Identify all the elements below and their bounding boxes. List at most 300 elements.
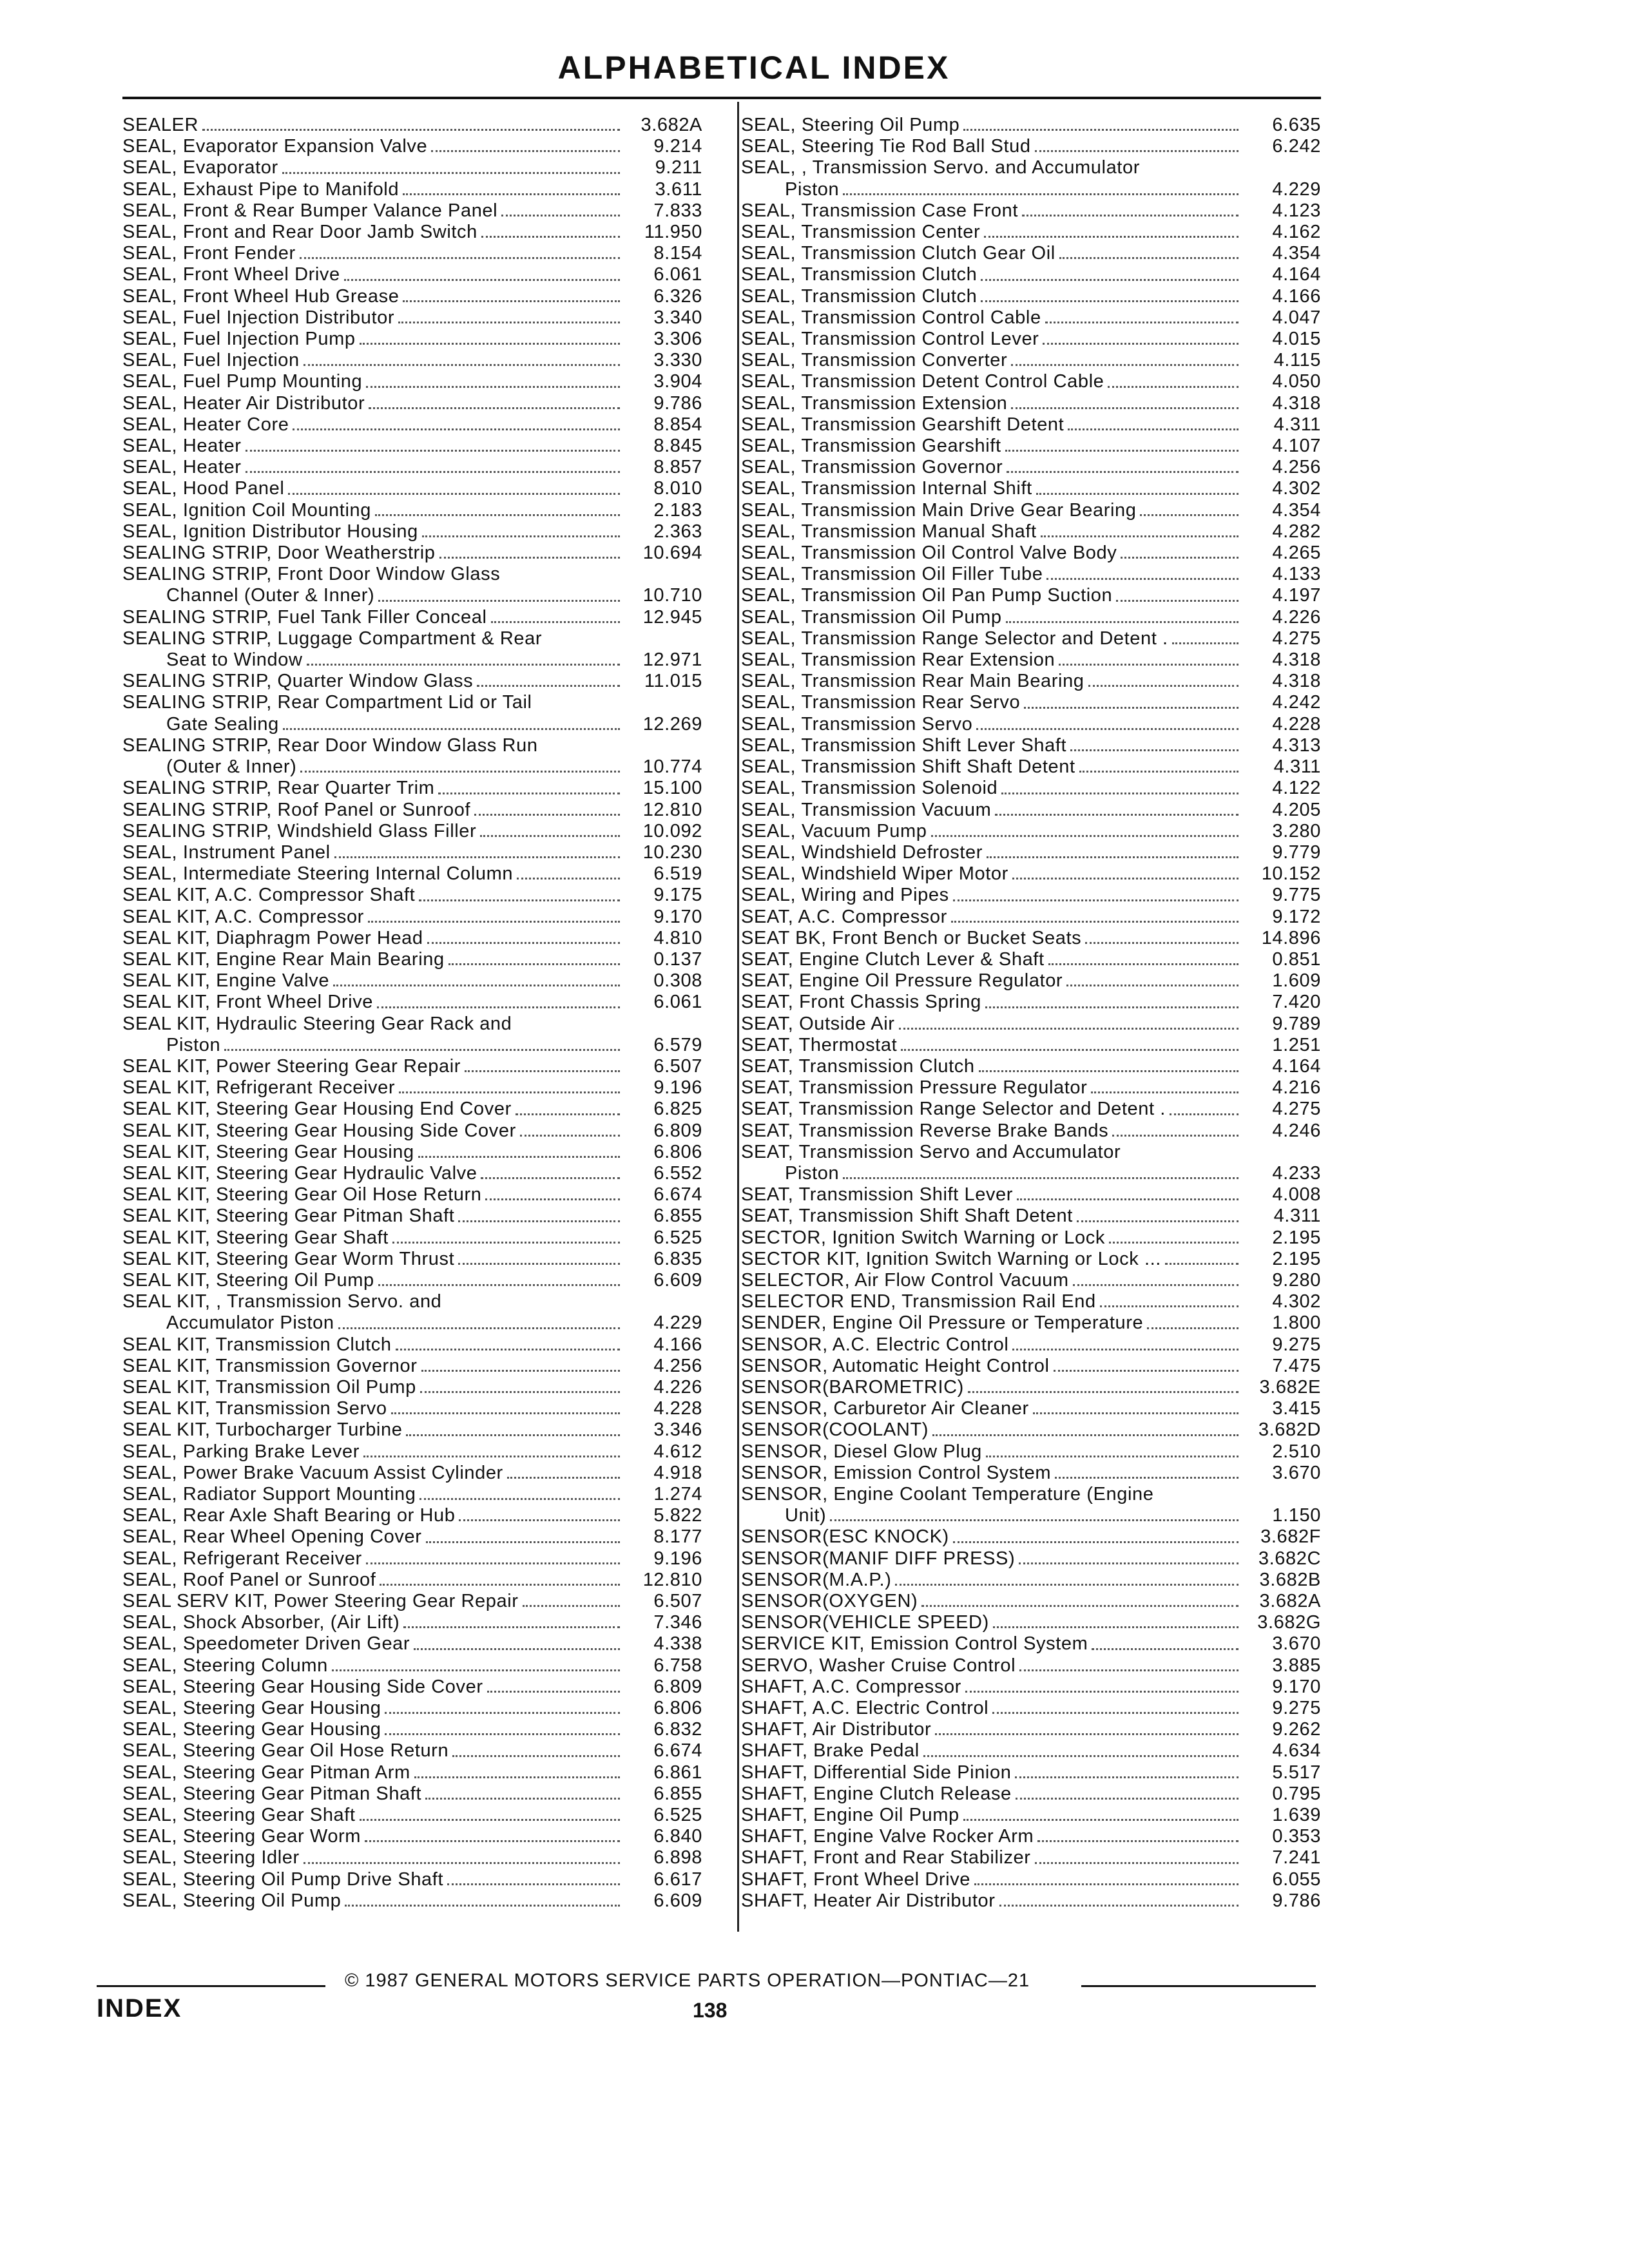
- index-entry-label: SEAL KIT, Steering Gear Oil Hose Return: [122, 1184, 482, 1206]
- index-entry-reference: 0.137: [653, 948, 702, 970]
- dot-leader: [979, 1070, 1239, 1072]
- index-entry: [741, 1826, 1321, 1847]
- index-entry-label: SEAL KIT, Refrigerant Receiver: [122, 1077, 396, 1099]
- index-entry-reference: 4.275: [1272, 1099, 1321, 1120]
- dot-leader: [360, 343, 620, 345]
- index-entry: [122, 1077, 702, 1099]
- index-entry: [741, 1570, 1321, 1591]
- index-entry-reference: 6.507: [653, 1055, 702, 1077]
- dot-leader: [843, 193, 1239, 195]
- index-entry-label: SHAFT, Engine Oil Pump: [741, 1805, 959, 1826]
- index-entry-reference: 3.670: [1272, 1633, 1321, 1655]
- index-entry-reference: 4.133: [1272, 564, 1321, 585]
- index-entry-reference: 4.197: [1272, 585, 1321, 606]
- index-entry-reference: 4.302: [1272, 478, 1321, 499]
- dot-leader: [963, 129, 1239, 131]
- index-entry-reference: 4.634: [1272, 1740, 1321, 1762]
- index-entry-label: SEAL, Windshield Wiper Motor: [741, 863, 1008, 885]
- index-entry-label: SEAL, Refrigerant Receiver: [122, 1548, 362, 1569]
- dot-leader: [830, 1519, 1239, 1521]
- dot-leader: [431, 150, 620, 152]
- index-entry: [122, 264, 702, 285]
- index-entry: [741, 607, 1321, 628]
- dot-leader: [426, 1541, 621, 1543]
- index-entry-reference: 4.282: [1272, 521, 1321, 542]
- dot-leader: [1015, 1776, 1239, 1778]
- index-entry: [741, 949, 1321, 970]
- index-entry-label: SEAL KIT, Front Wheel Drive: [122, 992, 374, 1013]
- index-entry: [741, 1612, 1321, 1633]
- index-entry-label: SEALING STRIP, Windshield Glass Filler: [122, 820, 477, 841]
- index-entry-label: SEAL, Ignition Coil Mounting: [122, 499, 371, 521]
- index-entry: [741, 115, 1321, 136]
- copyright-line: © 1987 GENERAL MOTORS SERVICE PARTS OPERATION—PONTIAC—21: [345, 1970, 1030, 1991]
- index-entry: [741, 1312, 1321, 1334]
- dot-leader: [391, 1412, 620, 1414]
- index-entry-label: SHAFT, Front Wheel Drive: [741, 1869, 971, 1890]
- dot-leader: [981, 279, 1239, 281]
- dot-leader: [1172, 642, 1239, 644]
- index-entry: [741, 1142, 1321, 1163]
- index-entry: [122, 136, 702, 157]
- index-entry-label: SEAL, Fuel Injection Pump: [122, 329, 356, 350]
- index-entry-label: SEAL, Transmission Control Lever: [741, 329, 1039, 350]
- index-entry-reference: 9.789: [1272, 1013, 1321, 1034]
- index-entry-label: SEAL KIT, Engine Valve: [122, 970, 330, 992]
- index-entry-reference: 4.229: [653, 1312, 702, 1334]
- index-entry: [741, 714, 1321, 735]
- dot-leader: [438, 793, 620, 794]
- dot-leader: [414, 1648, 620, 1650]
- index-entry-label: SEAL KIT, Steering Gear Housing: [122, 1141, 414, 1162]
- dot-leader: [1079, 771, 1239, 773]
- index-entry-reference: 4.226: [653, 1376, 702, 1398]
- index-entry: [122, 200, 702, 222]
- index-entry-label: (Outer & Inner): [166, 756, 297, 778]
- index-entry-label: Piston: [166, 1034, 221, 1055]
- index-entry-label: SEAL, Steering Gear Worm: [122, 1826, 361, 1847]
- index-entry: [122, 1419, 702, 1441]
- index-entry: [122, 1014, 702, 1035]
- index-entry: [741, 1484, 1321, 1505]
- dot-leader: [1054, 1370, 1239, 1372]
- dot-leader: [425, 1798, 620, 1800]
- dot-leader: [965, 1691, 1239, 1693]
- dot-leader: [1077, 1220, 1239, 1222]
- dot-leader: [1055, 1477, 1239, 1479]
- dot-leader: [491, 621, 621, 623]
- index-entry-reference: 2.195: [1272, 1248, 1321, 1269]
- index-entry-label: SENSOR, Emission Control System: [741, 1462, 1052, 1483]
- dot-leader: [1001, 793, 1239, 794]
- dot-leader: [202, 129, 620, 131]
- index-entry-reference: 9.214: [653, 136, 702, 157]
- index-entry: [122, 307, 702, 329]
- index-entry: [122, 1719, 702, 1740]
- index-entry-label: SEAL KIT, Steering Gear Housing End Cover: [122, 1099, 512, 1120]
- index-entry-label: SEAL, Transmission Rear Extension: [741, 649, 1055, 671]
- index-entry: [122, 1570, 702, 1591]
- index-column-right: [741, 115, 1321, 1912]
- index-entry-label: SEALING STRIP, Door Weatherstrip: [122, 543, 436, 564]
- dot-leader: [1019, 1669, 1239, 1671]
- index-entry-reference: 3.670: [1272, 1462, 1321, 1483]
- index-entry: [741, 800, 1321, 821]
- index-entry-reference: 3.885: [1272, 1655, 1321, 1676]
- index-entry-label: SENSOR, Automatic Height Control: [741, 1355, 1050, 1376]
- index-entry-reference: 4.338: [653, 1633, 702, 1655]
- dot-leader: [923, 1755, 1239, 1757]
- index-entry-reference: 3.904: [653, 371, 702, 392]
- index-entry-reference: 8.854: [653, 414, 702, 435]
- index-entry-reference: 6.806: [653, 1141, 702, 1162]
- index-entry: [122, 1505, 702, 1526]
- index-entry: [122, 436, 702, 457]
- index-entry-label: SEAT BK, Front Bench or Bucket Seats: [741, 927, 1082, 948]
- index-entry-label: SEAL, Front and Rear Door Jamb Switch: [122, 222, 477, 243]
- dot-leader: [1007, 471, 1239, 473]
- index-entry-reference: 7.420: [1272, 992, 1321, 1013]
- index-entry: [741, 1270, 1321, 1291]
- index-entry-label: SEAL, Front Fender: [122, 243, 296, 264]
- dot-leader: [1043, 343, 1239, 345]
- dot-leader: [392, 1242, 620, 1244]
- index-entry: [122, 1762, 702, 1783]
- index-entry: [741, 842, 1321, 863]
- dot-leader: [1109, 1242, 1239, 1244]
- index-entry-reference: 4.205: [1272, 799, 1321, 820]
- index-entry: [122, 735, 702, 756]
- index-entry: [741, 371, 1321, 392]
- index-entry-reference: 3.415: [1272, 1398, 1321, 1419]
- index-entry-reference: 4.275: [1272, 628, 1321, 649]
- index-entry-reference: 6.674: [653, 1184, 702, 1206]
- index-entry-label: SEAL, Transmission Manual Shaft: [741, 521, 1037, 542]
- index-entry: [741, 543, 1321, 564]
- index-entry-reference: 15.100: [642, 778, 702, 799]
- index-entry-reference: 4.107: [1272, 436, 1321, 457]
- index-entry: [122, 992, 702, 1013]
- index-entry: [122, 1312, 702, 1334]
- index-entry-label: SEAL, Transmission Vacuum: [741, 799, 992, 820]
- index-entry-label: SEAL, Vacuum Pump: [741, 820, 927, 841]
- index-entry: [122, 1377, 702, 1398]
- index-entry: [122, 756, 702, 778]
- index-entry-reference: 6.617: [653, 1869, 702, 1890]
- index-entry: [741, 286, 1321, 307]
- dot-leader: [901, 1049, 1239, 1051]
- index-entry: [122, 585, 702, 606]
- dot-leader: [1165, 1263, 1239, 1265]
- index-entry-label: SEAL KIT, A.C. Compressor: [122, 906, 364, 927]
- index-entry: [122, 1612, 702, 1633]
- dot-leader: [406, 1434, 620, 1436]
- index-entry-label: SECTOR, Ignition Switch Warning or Lock: [741, 1227, 1105, 1248]
- index-entry-label: SEAL, Radiator Support Mounting: [122, 1484, 416, 1504]
- index-entry-reference: 12.269: [642, 713, 702, 735]
- index-entry-reference: 8.154: [653, 243, 702, 264]
- index-entry-reference: 14.896: [1261, 927, 1321, 948]
- dot-leader: [375, 514, 620, 516]
- dot-leader: [1011, 407, 1239, 409]
- dot-leader: [1012, 1349, 1239, 1350]
- dot-leader: [399, 1091, 620, 1093]
- dot-leader: [1066, 985, 1239, 986]
- index-entry-label: Unit): [785, 1505, 827, 1526]
- index-entry-reference: 4.164: [1272, 264, 1321, 285]
- index-entry: [122, 521, 702, 543]
- index-entry: [122, 928, 702, 949]
- index-entry: [741, 1633, 1321, 1655]
- index-entry: [741, 1014, 1321, 1035]
- index-entry-label: SEAL, , Transmission Servo. and Accumulator: [741, 157, 1140, 178]
- dot-leader: [986, 1456, 1239, 1457]
- index-entry: [741, 200, 1321, 222]
- index-entry-label: SEAL, Front Wheel Hub Grease: [122, 285, 400, 307]
- dot-leader: [363, 1456, 620, 1457]
- index-entry-reference: 0.851: [1272, 948, 1321, 970]
- dot-leader: [366, 1562, 620, 1564]
- index-entry: [741, 1847, 1321, 1869]
- index-entry-label: SEAL, Transmission Clutch: [741, 285, 978, 307]
- index-entry-label: SEAL KIT, Hydraulic Steering Gear Rack and: [122, 1013, 512, 1034]
- index-entry-label: SEALER: [122, 115, 199, 135]
- dot-leader: [458, 1220, 620, 1222]
- index-entry-reference: 6.242: [1272, 136, 1321, 157]
- index-entry: [741, 329, 1321, 350]
- dot-leader: [1170, 1113, 1239, 1115]
- dot-leader: [843, 1177, 1239, 1179]
- index-entry-label: SEAL, Transmission Case Front: [741, 200, 1018, 221]
- index-entry-label: SEAL, Steering Gear Housing: [122, 1698, 381, 1719]
- index-entry-label: SEAL, Transmission Internal Shift: [741, 478, 1032, 499]
- index-entry: [122, 1206, 702, 1227]
- dot-leader: [403, 300, 620, 302]
- index-entry: [122, 1035, 702, 1056]
- index-entry: [741, 885, 1321, 906]
- index-entry: [741, 1783, 1321, 1805]
- dot-leader: [1035, 150, 1239, 152]
- dot-leader: [932, 1434, 1239, 1436]
- index-entry: [122, 243, 702, 264]
- index-entry: [741, 1740, 1321, 1762]
- index-entry-reference: 4.115: [1273, 350, 1321, 371]
- index-entry-label: SEAL, Instrument Panel: [122, 841, 331, 863]
- index-entry: [122, 1698, 702, 1719]
- index-entry-reference: 4.162: [1272, 222, 1321, 243]
- index-entry-reference: 4.246: [1272, 1120, 1321, 1141]
- index-entry-label: SEAL, Steering Gear Housing: [122, 1719, 381, 1740]
- index-entry-reference: 4.164: [1272, 1055, 1321, 1077]
- index-entry: [122, 1890, 702, 1912]
- index-entry: [122, 157, 702, 178]
- index-entry-label: SEAL, Steering Gear Housing Side Cover: [122, 1676, 483, 1697]
- footer-rule-right: [1081, 1985, 1316, 1987]
- dot-leader: [1108, 386, 1239, 388]
- index-entry-reference: 7.346: [653, 1612, 702, 1633]
- index-entry: [741, 928, 1321, 949]
- index-entry-label: SEAL, Transmission Gearshift Detent: [741, 414, 1065, 435]
- index-entry-reference: 4.256: [653, 1355, 702, 1376]
- dot-leader: [439, 557, 620, 559]
- index-entry-label: SEAL, Transmission Converter: [741, 350, 1008, 371]
- dot-leader: [1140, 514, 1239, 516]
- index-entry-reference: 4.612: [653, 1441, 702, 1462]
- index-entry-label: SEAL, Heater Air Distributor: [122, 392, 365, 414]
- index-entry-reference: 6.855: [653, 1206, 702, 1227]
- index-entry-label: Gate Sealing: [166, 713, 279, 735]
- index-entry: [741, 179, 1321, 200]
- index-entry: [122, 1398, 702, 1419]
- index-entry-label: SENSOR(COOLANT): [741, 1419, 929, 1441]
- index-entry-label: SEAL, Steering Oil Pump Drive Shaft: [122, 1869, 444, 1890]
- index-entry-reference: 9.196: [653, 1548, 702, 1569]
- index-entry-reference: 12.971: [642, 649, 702, 671]
- dot-leader: [1091, 1091, 1239, 1093]
- index-entry: [122, 1142, 702, 1163]
- index-entry-reference: 4.311: [1273, 414, 1321, 435]
- dot-leader: [380, 1584, 620, 1586]
- index-entry-label: SEAT, Transmission Range Selector and Detent .: [741, 1099, 1166, 1120]
- index-entry-reference: 2.195: [1272, 1227, 1321, 1248]
- index-entry-label: SEAL, Heater: [122, 436, 242, 457]
- index-entry-label: SHAFT, Brake Pedal: [741, 1740, 920, 1762]
- dot-leader: [300, 257, 620, 259]
- index-entry-label: SEAL, Evaporator Expansion Valve: [122, 136, 428, 157]
- index-entry-reference: 0.353: [1272, 1826, 1321, 1847]
- index-entry: [741, 1163, 1321, 1184]
- dot-leader: [398, 322, 620, 323]
- dot-leader: [283, 728, 620, 730]
- index-entry-label: SEAL, Transmission Oil Pump: [741, 606, 1002, 628]
- dot-leader: [420, 1391, 620, 1393]
- index-entry-label: SEAL, Steering Gear Oil Hose Return: [122, 1740, 449, 1762]
- index-entry: [741, 1077, 1321, 1099]
- index-entry-label: SEAL, Speedometer Driven Gear: [122, 1633, 410, 1655]
- index-entry: [122, 1591, 702, 1612]
- column-divider: [737, 102, 739, 1932]
- dot-leader: [1147, 1327, 1239, 1329]
- index-entry-reference: 6.809: [653, 1120, 702, 1141]
- index-entry-reference: 9.275: [1272, 1698, 1321, 1719]
- index-entry-reference: 4.265: [1272, 543, 1321, 564]
- dot-leader: [985, 1006, 1239, 1008]
- index-entry-reference: 9.275: [1272, 1334, 1321, 1355]
- index-entry-label: SEAL, Transmission Oil Filler Tube: [741, 564, 1043, 585]
- index-entry-label: SEAL SERV KIT, Power Steering Gear Repair: [122, 1591, 519, 1612]
- index-entry-label: SEAL, Windshield Defroster: [741, 841, 983, 863]
- dot-leader: [378, 600, 620, 602]
- dot-leader: [1041, 535, 1239, 537]
- dot-leader: [246, 471, 620, 473]
- index-entry: [741, 1249, 1321, 1270]
- index-entry-reference: 1.609: [1272, 970, 1321, 992]
- index-entry-reference: 3.682D: [1258, 1419, 1321, 1441]
- dot-leader: [1033, 1412, 1239, 1414]
- dot-leader: [293, 428, 620, 430]
- dot-leader: [300, 771, 620, 773]
- index-entry-reference: 1.150: [1272, 1505, 1321, 1526]
- index-entry-label: SEAT, Transmission Servo and Accumulator: [741, 1141, 1121, 1162]
- index-entry-reference: 4.311: [1273, 756, 1321, 778]
- dot-leader: [485, 1198, 620, 1200]
- index-entry: [122, 1227, 702, 1249]
- section-label: INDEX: [97, 1994, 182, 2023]
- index-entry-reference: 11.015: [644, 671, 702, 692]
- index-entry: [741, 1099, 1321, 1120]
- index-entry: [741, 414, 1321, 436]
- index-entry-reference: 6.061: [653, 992, 702, 1013]
- dot-leader: [419, 899, 620, 901]
- index-entry: [741, 222, 1321, 243]
- index-entry-label: SEAL KIT, Diaphragm Power Head: [122, 927, 423, 948]
- index-entry-label: SEAT, Outside Air: [741, 1013, 895, 1034]
- index-entry-reference: 10.092: [642, 820, 702, 841]
- index-entry-label: SELECTOR, Air Flow Control Vacuum: [741, 1269, 1069, 1291]
- index-entry: [741, 1184, 1321, 1206]
- index-entry: [741, 692, 1321, 713]
- index-entry: [741, 1377, 1321, 1398]
- dot-leader: [246, 450, 620, 452]
- dot-leader: [396, 1349, 620, 1350]
- index-entry-reference: 5.517: [1272, 1762, 1321, 1783]
- index-entry-reference: 0.795: [1272, 1783, 1321, 1804]
- index-entry-reference: 6.061: [653, 264, 702, 285]
- index-entry-label: SHAFT, A.C. Compressor: [741, 1676, 961, 1697]
- dot-leader: [935, 1733, 1239, 1735]
- index-entry-label: SEAT, Front Chassis Spring: [741, 992, 981, 1013]
- index-entry: [122, 607, 702, 628]
- index-entry-reference: 3.682A: [1259, 1591, 1321, 1612]
- dot-leader: [1017, 1198, 1239, 1200]
- index-entry: [122, 714, 702, 735]
- index-entry-label: SEALING STRIP, Front Door Window Glass: [122, 564, 501, 585]
- dot-leader: [333, 985, 620, 986]
- index-entry-label: SERVO, Washer Cruise Control: [741, 1655, 1016, 1676]
- dot-leader: [995, 814, 1239, 816]
- index-entry: [122, 393, 702, 414]
- index-entry-label: SEAL KIT, Turbocharger Turbine: [122, 1419, 403, 1441]
- index-entry: [122, 821, 702, 842]
- index-entry-label: SEAL, Steering Column: [122, 1655, 328, 1676]
- dot-leader: [480, 835, 620, 837]
- index-entry-label: SEALING STRIP, Rear Door Window Glass Run: [122, 735, 538, 756]
- index-entry-reference: 4.229: [1272, 178, 1321, 200]
- index-entry-label: Seat to Window: [166, 649, 303, 671]
- index-entry-label: SEAL, Fuel Injection Distributor: [122, 307, 395, 328]
- index-entry-reference: 11.950: [644, 222, 702, 243]
- dot-leader: [1073, 1284, 1239, 1286]
- dot-leader: [1121, 557, 1239, 559]
- index-entry-label: SENDER, Engine Oil Pressure or Temperature: [741, 1312, 1144, 1334]
- index-entry: [741, 1291, 1321, 1312]
- dot-leader: [452, 1755, 620, 1757]
- index-entry-label: SEAT, Engine Oil Pressure Regulator: [741, 970, 1063, 992]
- index-entry: [741, 778, 1321, 799]
- index-entry-reference: 1.274: [653, 1484, 702, 1504]
- dot-leader: [481, 1177, 620, 1179]
- index-entry: [741, 1805, 1321, 1826]
- index-entry: [741, 821, 1321, 842]
- index-entry-label: SEAL, Steering Gear Shaft: [122, 1805, 356, 1826]
- index-entry: [122, 1484, 702, 1505]
- index-entry: [741, 457, 1321, 478]
- index-entry-label: SEAL KIT, Steering Oil Pump: [122, 1269, 374, 1291]
- index-entry-label: SEALING STRIP, Rear Quarter Trim: [122, 778, 435, 799]
- index-entry: [122, 1334, 702, 1356]
- index-entry-reference: 4.256: [1272, 457, 1321, 478]
- index-entry-label: SENSOR(M.A.P.): [741, 1569, 892, 1590]
